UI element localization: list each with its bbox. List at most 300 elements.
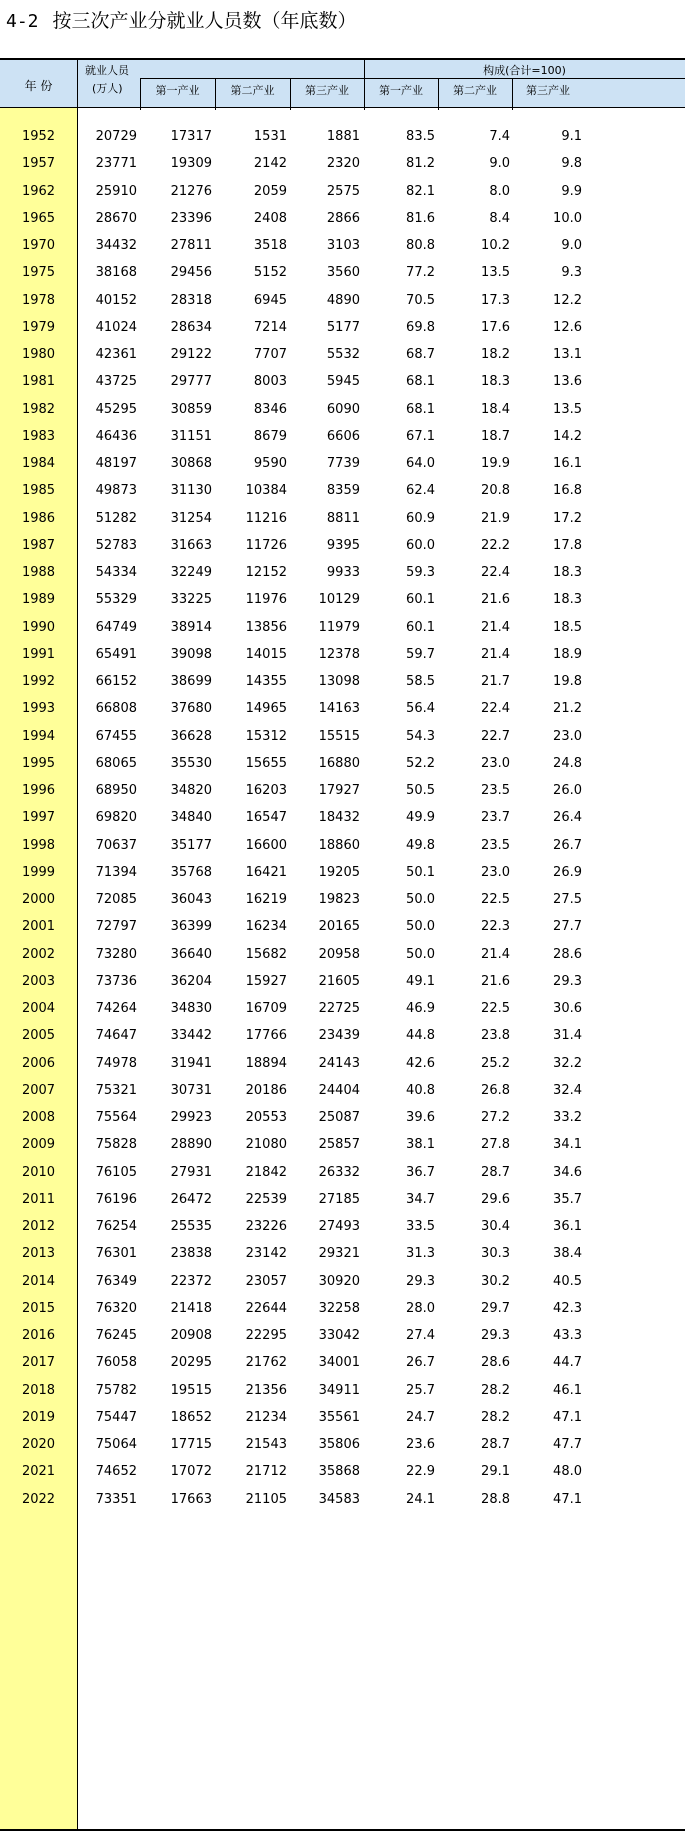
tertiary-pct-cell: 13.5 [553,401,582,417]
tertiary-pct-cell: 14.2 [553,428,582,444]
year-cell: 1975 [21,265,56,281]
tertiary-pct-cell: 26.0 [553,783,582,798]
employed-total-cell: 75447 [95,1409,137,1425]
primary-cell: 28318 [170,292,212,308]
secondary-pct-cell: 26.8 [481,1082,510,1098]
secondary-cell: 22539 [245,1191,287,1207]
divider [364,60,365,110]
primary-pct-cell: 46.9 [406,1001,435,1016]
secondary-pct-cell: 27.2 [481,1110,510,1125]
secondary-cell: 16421 [245,864,287,880]
tertiary-pct-cell: 33.2 [553,1110,582,1125]
secondary-cell: 2059 [253,183,287,199]
secondary-pct-cell: 27.8 [481,1137,510,1153]
tertiary-cell: 20165 [318,919,360,935]
secondary-pct-cell: 30.4 [481,1219,510,1234]
employed-total-cell: 54334 [95,565,137,580]
table-title: 按三次产业分就业人员数（年底数） [52,10,357,32]
employed-total-cell: 52783 [95,537,137,553]
year-cell: 2012 [21,1219,56,1234]
primary-pct-cell: 50.5 [406,783,435,798]
secondary-cell: 7707 [253,347,287,362]
tertiary-cell: 9933 [326,565,360,580]
secondary-pct-cell: 21.6 [481,973,510,989]
secondary-pct-cell: 23.0 [481,864,510,880]
primary-pct-cell: 24.7 [406,1409,435,1425]
secondary-pct-cell: 22.2 [481,537,510,553]
primary-cell: 26472 [170,1191,212,1207]
secondary-cell: 16600 [245,837,287,853]
primary-pct-cell: 50.0 [406,892,435,907]
secondary-pct-cell: 22.7 [481,728,510,744]
secondary-pct-cell: 8.4 [489,210,510,226]
tertiary-cell: 34583 [318,1491,360,1507]
tertiary-cell: 18860 [318,837,360,853]
year-cell: 1997 [21,810,56,826]
tertiary-pct-cell: 13.6 [553,374,582,390]
secondary-pct-cell: 21.4 [481,619,510,635]
employed-total-cell: 20729 [95,129,137,144]
primary-cell: 31254 [170,510,212,526]
tertiary-cell: 5177 [326,319,360,335]
tertiary-cell: 24143 [318,1055,360,1071]
tertiary-cell: 6090 [326,401,360,417]
employed-total-cell: 71394 [95,864,137,880]
employed-total-cell: 49873 [95,483,137,499]
secondary-pct-cell: 18.2 [481,347,510,362]
secondary-pct-cell: 30.2 [481,1273,510,1289]
year-cell: 2015 [21,1300,56,1316]
primary-pct-cell: 56.4 [406,701,435,717]
primary-cell: 29456 [170,265,212,281]
employed-total-cell: 51282 [95,510,137,526]
tertiary-cell: 3103 [326,238,360,253]
secondary-pct-cell: 17.3 [481,292,510,308]
employed-total-cell: 48197 [95,456,137,471]
tertiary-pct-cell: 47.1 [553,1491,582,1507]
tertiary-cell: 20958 [318,946,360,962]
primary-cell: 29777 [170,374,212,390]
tertiary-pct-cell: 18.3 [553,592,582,608]
primary-cell: 36204 [170,973,212,989]
primary-pct-cell: 36.7 [406,1164,435,1180]
primary-cell: 30859 [170,401,212,417]
secondary-pct-cell: 23.5 [481,783,510,798]
tertiary-pct-cell: 21.2 [553,701,582,717]
primary-pct-cell: 60.0 [406,537,435,553]
employed-total-cell: 41024 [95,319,137,335]
year-cell: 2018 [21,1382,56,1398]
employed-total-cell: 76254 [95,1219,137,1234]
secondary-cell: 2142 [253,156,287,172]
tertiary-cell: 14163 [318,701,360,717]
employed-total-cell: 34432 [95,238,137,253]
year-cell: 1982 [21,401,56,417]
tertiary-cell: 6606 [326,428,360,444]
employed-total-cell: 55329 [95,592,137,608]
secondary-cell: 2408 [253,210,287,226]
primary-cell: 28634 [170,319,212,335]
year-cell: 1991 [21,646,56,662]
secondary-cell: 14965 [245,701,287,717]
employed-total-cell: 43725 [95,374,137,390]
secondary-pct-cell: 29.3 [481,1328,510,1343]
year-cell: 1962 [21,183,56,199]
tertiary-pct-cell: 12.6 [553,319,582,335]
tertiary-pct-cell: 34.6 [553,1164,582,1180]
table-header [0,58,685,108]
primary-cell: 27811 [170,238,212,253]
secondary-pct-cell: 18.3 [481,374,510,390]
secondary-cell: 16547 [245,810,287,826]
tertiary-pct-cell: 36.1 [553,1219,582,1234]
employed-total-cell: 72085 [95,892,137,907]
secondary-pct-cell: 21.7 [481,674,510,689]
employment-table [0,58,685,1831]
primary-cell: 25535 [170,1219,212,1234]
divider [290,78,291,110]
tertiary-pct-cell: 35.7 [553,1191,582,1207]
year-cell: 1998 [21,837,56,853]
year-cell: 1981 [21,374,56,390]
secondary-pct-cell: 7.4 [489,129,510,144]
primary-pct-cell: 77.2 [406,265,435,281]
year-cell: 1978 [21,292,56,308]
tertiary-cell: 25857 [318,1137,360,1153]
secondary-pct-cell: 18.4 [481,401,510,417]
tertiary-cell: 5532 [326,347,360,362]
year-cell: 1987 [21,537,56,553]
year-cell: 2011 [21,1191,56,1207]
tertiary-cell: 1881 [326,129,360,144]
year-cell: 2000 [21,892,56,907]
secondary-cell: 3518 [253,238,287,253]
header-secondary: 第二产业 [230,84,275,97]
secondary-pct-cell: 13.5 [481,265,510,281]
employed-total-cell: 25910 [95,183,137,199]
primary-pct-cell: 64.0 [406,456,435,471]
tertiary-pct-cell: 16.8 [553,483,582,499]
divider [215,78,216,110]
table-number: 4-2 [6,11,39,32]
primary-pct-cell: 58.5 [406,674,435,689]
year-cell: 1993 [21,701,56,717]
secondary-cell: 12152 [245,565,287,580]
header-employed: 就业人员 [85,64,129,77]
tertiary-pct-cell: 27.5 [553,892,582,907]
primary-pct-cell: 80.8 [406,238,435,253]
secondary-pct-cell: 10.2 [481,238,510,253]
secondary-cell: 14355 [245,674,287,689]
primary-cell: 19515 [170,1382,212,1398]
secondary-pct-cell: 28.6 [481,1355,510,1371]
tertiary-cell: 30920 [318,1273,360,1289]
tertiary-cell: 34911 [318,1382,360,1398]
tertiary-cell: 7739 [326,456,360,471]
tertiary-pct-cell: 17.2 [553,510,582,526]
primary-pct-cell: 82.1 [406,183,435,199]
tertiary-pct-cell: 9.8 [561,156,582,172]
primary-cell: 35768 [170,864,212,880]
divider [364,78,685,79]
divider [77,60,78,110]
primary-pct-cell: 81.6 [406,210,435,226]
tertiary-pct-cell: 9.3 [561,265,582,281]
secondary-pct-cell: 17.6 [481,319,510,335]
employed-total-cell: 23771 [95,156,137,172]
employed-total-cell: 73736 [95,973,137,989]
primary-pct-cell: 27.4 [406,1328,435,1343]
secondary-pct-cell: 22.5 [481,1001,510,1016]
secondary-cell: 20186 [245,1082,287,1098]
employed-total-cell: 75564 [95,1110,137,1125]
tertiary-pct-cell: 32.2 [553,1055,582,1071]
employed-total-cell: 68950 [95,783,137,798]
employed-total-cell: 74978 [95,1055,137,1071]
tertiary-cell: 21605 [318,973,360,989]
tertiary-pct-cell: 18.3 [553,565,582,580]
primary-cell: 17072 [170,1464,212,1480]
year-cell: 2004 [21,1001,56,1016]
secondary-pct-cell: 19.9 [481,456,510,471]
employed-total-cell: 42361 [95,347,137,362]
employed-total-cell: 75321 [95,1082,137,1098]
tertiary-pct-cell: 26.4 [553,810,582,826]
secondary-cell: 15927 [245,973,287,989]
primary-cell: 39098 [170,646,212,662]
year-cell: 2007 [21,1082,56,1098]
employed-total-cell: 72797 [95,919,137,935]
employed-total-cell: 76196 [95,1191,137,1207]
tertiary-pct-cell: 12.2 [553,292,582,308]
page-title [6,6,357,33]
tertiary-cell: 2320 [326,156,360,172]
tertiary-cell: 13098 [318,674,360,689]
year-cell: 2019 [21,1409,56,1425]
employed-total-cell: 70637 [95,837,137,853]
secondary-cell: 23226 [245,1219,287,1234]
table-bottom-rule [0,1829,685,1831]
secondary-cell: 8346 [253,401,287,417]
tertiary-cell: 27185 [318,1191,360,1207]
tertiary-cell: 26332 [318,1164,360,1180]
primary-cell: 35177 [170,837,212,853]
primary-pct-cell: 54.3 [406,728,435,744]
secondary-cell: 18894 [245,1055,287,1071]
primary-cell: 17715 [170,1437,212,1452]
header-tertiary: 第三产业 [305,84,349,97]
year-cell: 1994 [21,728,56,744]
primary-pct-cell: 68.1 [406,401,435,417]
primary-pct-cell: 23.6 [406,1437,435,1452]
employed-total-cell: 64749 [95,619,137,635]
year-cell: 2009 [21,1137,56,1153]
secondary-cell: 21234 [245,1409,287,1425]
primary-cell: 36640 [170,946,212,962]
secondary-cell: 16203 [245,783,287,798]
tertiary-pct-cell: 40.5 [553,1273,582,1289]
employed-total-cell: 76058 [95,1355,137,1371]
tertiary-pct-cell: 28.6 [553,946,582,962]
primary-pct-cell: 25.7 [406,1382,435,1398]
year-cell: 1980 [21,347,56,362]
primary-pct-cell: 28.0 [406,1300,435,1316]
tertiary-pct-cell: 18.9 [553,646,582,662]
year-cell: 1986 [21,510,56,526]
tertiary-cell: 35868 [318,1464,360,1480]
primary-cell: 28890 [170,1137,212,1153]
secondary-cell: 8003 [253,374,287,390]
year-cell: 1989 [21,592,56,608]
tertiary-cell: 24404 [318,1082,360,1098]
year-cell: 2002 [21,946,56,962]
year-cell: 2020 [21,1437,56,1452]
primary-pct-cell: 67.1 [406,428,435,444]
primary-pct-cell: 49.9 [406,810,435,826]
secondary-cell: 11976 [245,592,287,608]
primary-pct-cell: 59.7 [406,646,435,662]
secondary-cell: 21080 [245,1137,287,1153]
secondary-pct-cell: 23.7 [481,810,510,826]
year-cell: 1995 [21,755,56,771]
employed-total-cell: 45295 [95,401,137,417]
header-tertiary-pct: 第三产业 [526,84,570,97]
tertiary-cell: 25087 [318,1110,360,1125]
secondary-pct-cell: 28.2 [481,1409,510,1425]
year-cell: 2013 [21,1246,56,1262]
tertiary-pct-cell: 30.6 [553,1001,582,1016]
tertiary-cell: 17927 [318,783,360,798]
secondary-cell: 23142 [245,1246,287,1262]
year-cell: 2017 [21,1355,56,1371]
secondary-cell: 7214 [253,319,287,335]
tertiary-pct-cell: 9.1 [561,129,582,144]
divider [438,78,439,110]
employed-total-cell: 76105 [95,1164,137,1180]
primary-cell: 33442 [170,1028,212,1044]
tertiary-cell: 32258 [318,1300,360,1316]
primary-pct-cell: 29.3 [406,1273,435,1289]
secondary-cell: 15655 [245,755,287,771]
employed-total-cell: 76320 [95,1300,137,1316]
year-cell: 1970 [21,238,56,253]
header-secondary-pct: 第二产业 [453,84,497,97]
secondary-pct-cell: 20.8 [481,483,510,499]
secondary-cell: 21105 [245,1491,287,1507]
secondary-pct-cell: 9.0 [489,156,510,172]
secondary-pct-cell: 28.8 [481,1491,510,1507]
secondary-pct-cell: 28.7 [481,1437,510,1452]
tertiary-pct-cell: 34.1 [553,1137,582,1153]
secondary-cell: 5152 [253,265,287,281]
secondary-pct-cell: 18.7 [481,428,510,444]
secondary-pct-cell: 23.5 [481,837,510,853]
tertiary-cell: 16880 [318,755,360,771]
year-cell: 2005 [21,1028,56,1044]
secondary-pct-cell: 22.3 [481,919,510,935]
tertiary-pct-cell: 46.1 [553,1382,582,1398]
year-cell: 2008 [21,1110,56,1125]
tertiary-pct-cell: 29.3 [553,973,582,989]
secondary-cell: 16234 [245,919,287,935]
primary-pct-cell: 50.1 [406,864,435,880]
primary-pct-cell: 50.0 [406,919,435,935]
employed-total-cell: 76301 [95,1246,137,1262]
year-cell: 2001 [21,919,56,935]
primary-cell: 37680 [170,701,212,717]
tertiary-pct-cell: 24.8 [553,755,582,771]
tertiary-pct-cell: 18.5 [553,619,582,635]
primary-pct-cell: 34.7 [406,1191,435,1207]
primary-pct-cell: 49.8 [406,837,435,853]
employed-total-cell: 69820 [95,810,137,826]
tertiary-cell: 8359 [326,483,360,499]
primary-cell: 20295 [170,1355,212,1371]
secondary-cell: 23057 [245,1273,287,1289]
divider [140,78,364,79]
secondary-cell: 1531 [253,129,287,144]
employed-total-cell: 75064 [95,1437,137,1452]
tertiary-cell: 15515 [318,728,360,744]
primary-cell: 18652 [170,1409,212,1425]
tertiary-cell: 5945 [326,374,360,390]
primary-cell: 30731 [170,1082,212,1098]
secondary-pct-cell: 29.7 [481,1300,510,1316]
primary-cell: 31663 [170,537,212,553]
secondary-cell: 6945 [253,292,287,308]
primary-pct-cell: 40.8 [406,1082,435,1098]
primary-cell: 22372 [170,1273,212,1289]
tertiary-cell: 2575 [326,183,360,199]
tertiary-pct-cell: 26.9 [553,864,582,880]
employed-total-cell: 76349 [95,1273,137,1289]
primary-cell: 17317 [170,129,212,144]
primary-cell: 31130 [170,483,212,499]
tertiary-pct-cell: 31.4 [553,1028,582,1044]
primary-cell: 27931 [170,1164,212,1180]
year-cell: 1988 [21,565,56,580]
primary-cell: 21276 [170,183,212,199]
year-cell: 2010 [21,1164,56,1180]
table-row [0,1483,685,1515]
secondary-pct-cell: 30.3 [481,1246,510,1262]
primary-pct-cell: 52.2 [406,755,435,771]
header-primary-pct: 第一产业 [379,84,423,97]
employed-total-cell: 40152 [95,292,137,308]
secondary-pct-cell: 21.6 [481,592,510,608]
secondary-cell: 9590 [253,456,287,471]
tertiary-cell: 2866 [326,210,360,226]
year-cell: 1985 [21,483,56,499]
tertiary-cell: 35806 [318,1437,360,1452]
tertiary-pct-cell: 48.0 [553,1464,582,1480]
secondary-cell: 15682 [245,946,287,962]
primary-pct-cell: 81.2 [406,156,435,172]
secondary-cell: 21356 [245,1382,287,1398]
secondary-cell: 16709 [245,1001,287,1016]
header-primary: 第一产业 [155,84,200,97]
secondary-cell: 11216 [245,510,287,526]
primary-cell: 38699 [170,674,212,689]
employed-total-cell: 46436 [95,428,137,444]
employed-total-cell: 73351 [95,1491,137,1507]
employed-total-cell: 76245 [95,1328,137,1343]
tertiary-cell: 27493 [318,1219,360,1234]
primary-pct-cell: 38.1 [406,1137,435,1153]
secondary-cell: 21543 [245,1437,287,1452]
primary-pct-cell: 68.7 [406,347,435,362]
secondary-cell: 13856 [245,619,287,635]
